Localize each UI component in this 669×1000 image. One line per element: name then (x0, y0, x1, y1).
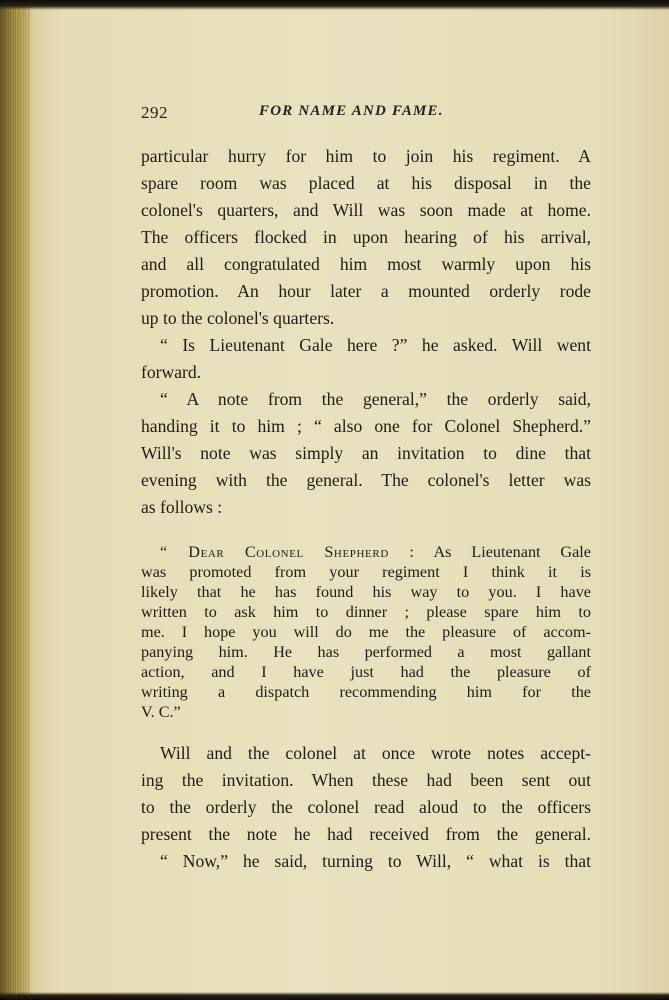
text-line: up to the colonel's quarters. (141, 308, 335, 328)
letter-line: likely that he has found his way to you. I have (141, 583, 591, 601)
text-line: Will's note was simply an invitation to dine that (141, 443, 591, 463)
text-line: spare room was placed at his disposal in the (141, 173, 591, 193)
letter-line: writing a dispatch recommending him for the (141, 683, 591, 701)
text-line: forward. (141, 362, 202, 382)
text-line: Will and the colonel at once wrote notes accept- (160, 743, 591, 763)
top-page-edge (0, 0, 669, 10)
letter-line: was promoted from your regiment I think it is (141, 563, 591, 581)
text-line: handing it to him ; “ also one for Colonel Shepherd.” (141, 416, 591, 436)
text-line: and all congratulated him most warmly upon his (141, 254, 591, 274)
text-line: “ A note from the general,” the orderly said, (160, 389, 591, 409)
text-line: evening with the general. The colonel's letter was (141, 470, 591, 490)
text-line: colonel's quarters, and Will was soon made at home. (141, 200, 591, 220)
text-line: “ Is Lieutenant Gale here ?” he asked. Will went (160, 335, 591, 355)
text-line: “ Now,” he said, turning to Will, “ what is that (160, 851, 591, 871)
text-line: particular hurry for him to join his regiment. A (141, 146, 591, 166)
page-header (141, 103, 591, 127)
text-line: to the orderly the colonel read aloud to the officers (141, 797, 591, 817)
letter-line: V. C.” (141, 703, 181, 721)
text-line: The officers flocked in upon hearing of his arrival, (141, 227, 591, 247)
letter-line: written to ask him to dinner ; please spare him to (141, 603, 591, 621)
text-line: promotion. An hour later a mounted orderly rode (141, 281, 591, 301)
text-line: ing the invitation. When these had been sent out (141, 770, 591, 790)
book-binding-edge (0, 0, 30, 1000)
letter-line: me. I hope you will do me the pleasure of accom- (141, 623, 591, 641)
bottom-page-edge (0, 992, 669, 1000)
letter-line: panying him. He has performed a most gallant (141, 643, 591, 661)
letter-line-rest: As Lieutenant Gale (414, 543, 591, 561)
letter-line: action, and I have just had the pleasure of (141, 663, 591, 681)
letter-salutation: “ Dear Colonel Shepherd : (160, 543, 415, 561)
text-line: as follows : (141, 497, 223, 517)
running-head: FOR NAME AND FAME. (259, 103, 444, 119)
text-line: present the note he had received from the general. (141, 824, 591, 844)
page-number: 292 (141, 103, 168, 122)
